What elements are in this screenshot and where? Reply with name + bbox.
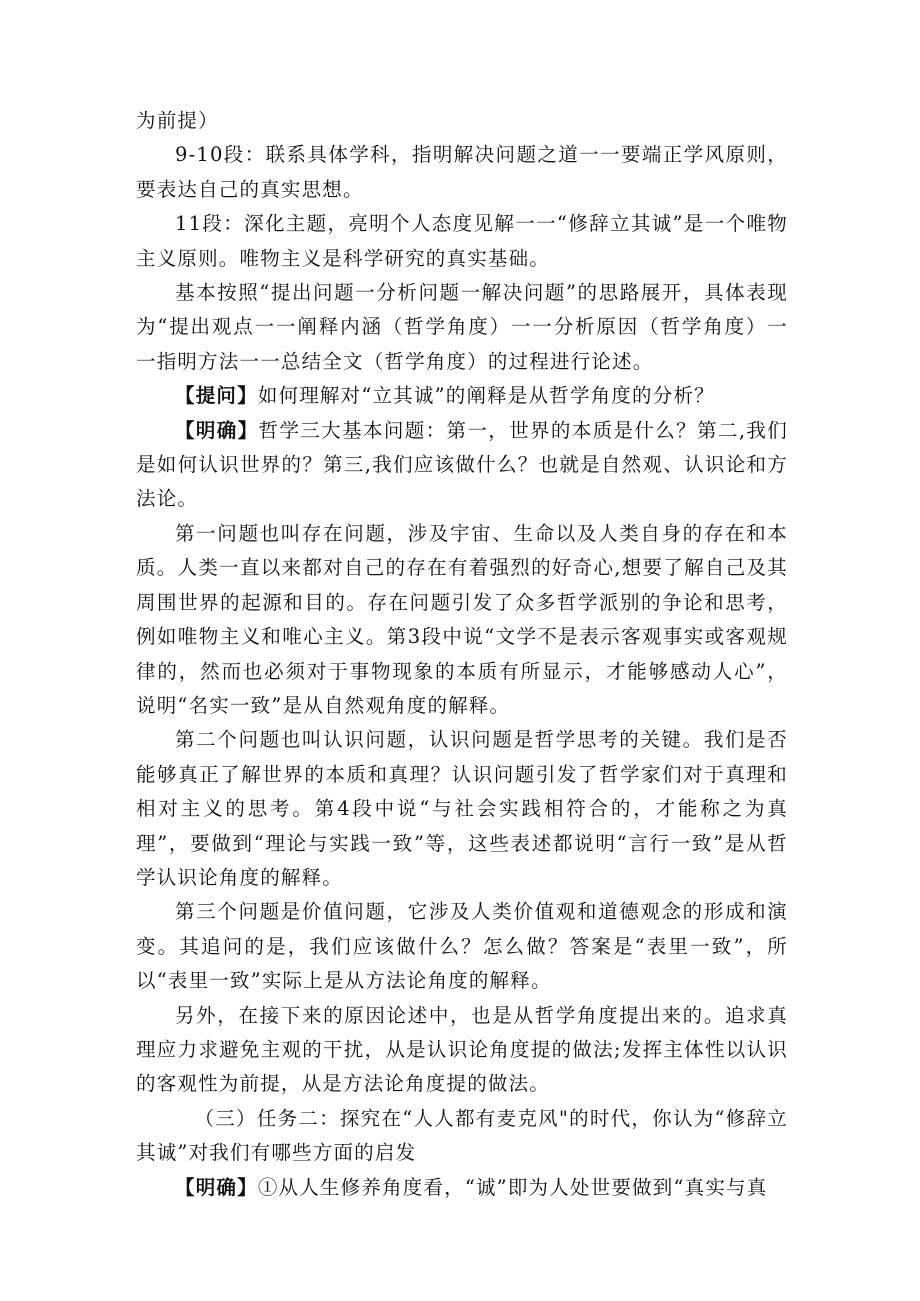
paragraph-section-11: 11段：深化主题，亮明个人态度见解一一“修辞立其诚”是一个唯物主义原则。唯物主义是科学研究的真实基础。 xyxy=(136,212,788,270)
answer-text-task-two: ①从人生修养角度看，“诚”即为人处世要做到“真实与真 xyxy=(257,1175,768,1199)
paragraph-answer-philosophy xyxy=(136,414,788,517)
document-page xyxy=(136,104,788,1205)
paragraph-structure-summary: 基本按照“提出问题一分析问题一解决问题”的思路展开，具体表现为“提出观点一一阐释内涵（哲学角度）一一分析原因（哲学角度）一一指明方法一一总结全文（哲学角度）的过程进行论述。 xyxy=(136,281,788,373)
paragraph-task-two-heading: （三）任务二：探究在“人人都有麦克风"的时代，你认为“修辞立其诚”对我们有哪些方面的启发 xyxy=(136,1106,788,1165)
paragraph-additional-reasons: 另外，在接下来的原因论述中，也是从哲学角度提出来的。追求真理应力求避免主观的干扰，从是认识论角度提的做法;发挥主体性以认识的客观性为前提，从是方法论角度提的做法。 xyxy=(136,1003,788,1096)
paragraph-task-two-answer xyxy=(136,1171,788,1205)
paragraph-continuation: 为前提） xyxy=(136,109,219,132)
answer-text: 哲学三大基本问题：第一，世界的本质是什么？第二,我们是如何认识世界的？第三,我们应该做什么？也就是自然观、认识论和方法论。 xyxy=(136,418,788,511)
answer-label-task-two: 【明确】 xyxy=(175,1175,258,1199)
paragraph-cognition-question: 第二个问题也叫认识问题，认识问题是哲学思考的关键。我们是否能够真正了解世界的本质和真理？认识问题引发了哲学家们对于真理和相对主义的思考。第4段中说“与社会实践相符合的，才能称之为真理”，要做到“理论与实践一致”等，这些表述都说明“言行一致”是从哲学认识论角度的解释。 xyxy=(136,728,788,889)
question-label: 【提问】 xyxy=(175,384,258,408)
paragraph-value-question: 第三个问题是价值问题，它涉及人类价值观和道德观念的形成和演变。其追问的是，我们应该做什么？怎么做？答案是“表里一致”，所以“表里一致”实际上是从方法论角度的解释。 xyxy=(136,900,788,993)
paragraph-existence-question: 第一问题也叫存在问题，涉及宇宙、生命以及人类自身的存在和本质。人类一直以来都对自己的存在有着强烈的好奇心,想要了解自己及其周围世界的起源和目的。存在问题引发了众多哲学派别的争论和思考，例如唯物主义和唯心主义。第3段中说“文学不是表示客观事实或客观规律的，然而也必须对于事物现象的本质有所显示，才能够感动人心”，说明“名实一致”是从自然观角度的解释。 xyxy=(136,521,788,717)
paragraph-question xyxy=(136,379,788,413)
answer-label: 【明确】 xyxy=(175,418,259,442)
paragraph-section-9-10: 9-10段：联系具体学科，指明解决问题之道一一要端正学风原则，要表达自己的真实思想。 xyxy=(136,143,788,201)
question-text: 如何理解对“立其诚”的阐释是从哲学角度的分析？ xyxy=(257,384,715,408)
